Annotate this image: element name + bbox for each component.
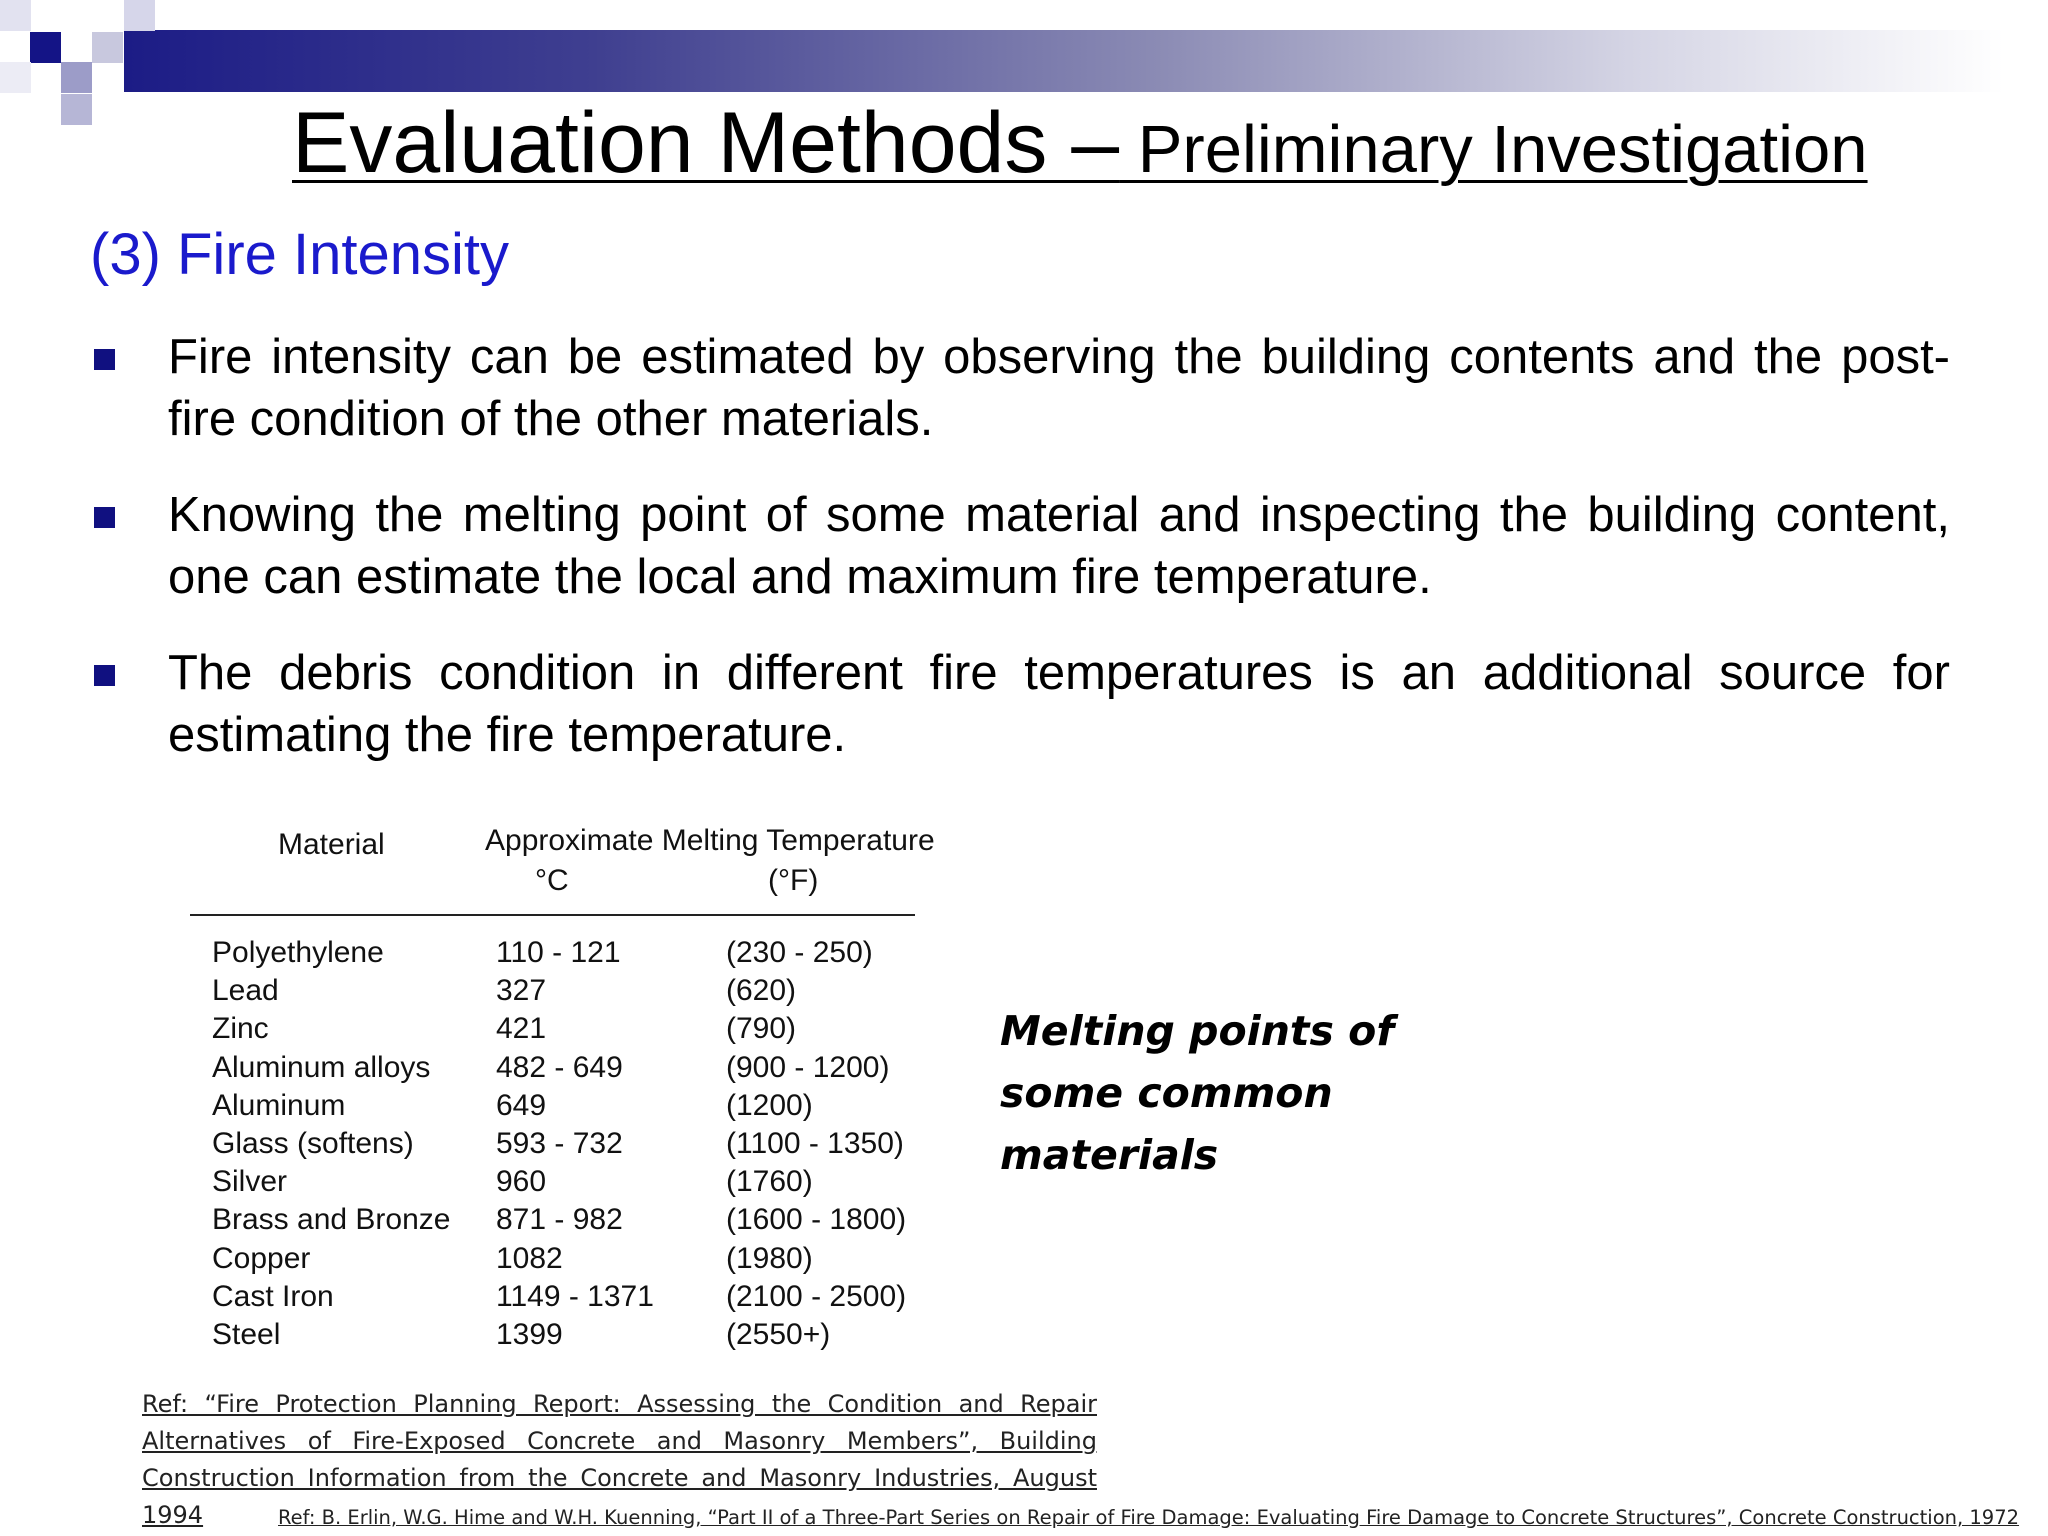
cell-celsius: 327 xyxy=(496,974,547,1008)
slide-title xyxy=(292,95,1868,191)
bullet-item xyxy=(90,326,1950,450)
bullet-list xyxy=(90,326,1950,800)
cell-celsius: 649 xyxy=(496,1088,547,1122)
cell-fahrenheit: (2550+) xyxy=(726,1317,831,1351)
bullet-text: Knowing the melting point of some material and inspecting the building content, one can estimate the local and maximum fire temperature. xyxy=(168,488,1950,604)
cell-material: Aluminum alloys xyxy=(212,1050,431,1084)
bullet-text: Fire intensity can be estimated by observing the building contents and the post-fire condition of the other materials. xyxy=(168,330,1950,446)
reference-note: Ref: B. Erlin, W.G. Hime and W.H. Kuenning, “Part II of a Three-Part Series on Repair of Fire Damage: Evaluating Fire Damage to Concrete Structures”, Concrete Construction, 1972 xyxy=(278,1506,2020,1529)
cell-celsius: 871 - 982 xyxy=(496,1203,623,1237)
cell-material: Zinc xyxy=(212,1012,269,1046)
cell-celsius: 1399 xyxy=(496,1317,563,1351)
cell-celsius: 960 xyxy=(496,1165,547,1199)
cell-fahrenheit: (1760) xyxy=(726,1165,813,1199)
decor-square xyxy=(0,0,31,31)
cell-fahrenheit: (230 - 250) xyxy=(726,936,873,969)
table-header-rule xyxy=(190,914,915,916)
reference-note: Ref: “Fire Protection Planning Report: Assessing the Condition and Repair Alternatives of Fire-Exposed Concrete and Masonry Members”, Building Construction Information from the Concrete and Masonry Industries, August 1994 xyxy=(142,1390,1097,1529)
cell-celsius: 1149 - 1371 xyxy=(496,1279,654,1313)
column-header-celsius: °C xyxy=(535,864,569,897)
cell-celsius: 1082 xyxy=(496,1241,563,1275)
cell-material: Copper xyxy=(212,1241,311,1275)
decor-square xyxy=(92,32,123,63)
cell-material: Silver xyxy=(212,1165,288,1199)
table-caption: Melting points of some common materials xyxy=(1000,1007,1395,1179)
square-bullet-icon xyxy=(94,665,115,686)
decor-square xyxy=(0,62,31,93)
cell-celsius: 482 - 649 xyxy=(496,1050,623,1084)
decor-square xyxy=(124,0,155,31)
cell-material: Steel xyxy=(212,1317,281,1351)
cell-material: Aluminum xyxy=(212,1088,346,1122)
cell-material: Glass (softens) xyxy=(212,1126,414,1160)
bullet-item xyxy=(90,484,1950,608)
cell-material: Cast Iron xyxy=(212,1279,334,1313)
cell-fahrenheit: (1980) xyxy=(726,1241,813,1275)
cell-fahrenheit: (790) xyxy=(726,1012,797,1046)
cell-fahrenheit: (2100 - 2500) xyxy=(726,1279,907,1313)
cell-fahrenheit: (1100 - 1350) xyxy=(726,1126,904,1160)
cell-material: Brass and Bronze xyxy=(212,1203,451,1237)
cell-material: Polyethylene xyxy=(212,936,384,969)
cell-fahrenheit: (620) xyxy=(726,974,797,1008)
section-subtitle: (3) Fire Intensity xyxy=(90,222,509,287)
cell-fahrenheit: (1200) xyxy=(726,1088,813,1122)
bullet-text: The debris condition in different fire temperatures is an additional source for estimating the fire temperature. xyxy=(168,646,1950,762)
cell-celsius: 421 xyxy=(496,1012,547,1046)
cell-celsius: 593 - 732 xyxy=(496,1126,623,1160)
column-header-material: Material xyxy=(278,828,385,861)
cell-celsius: 110 - 121 xyxy=(496,936,621,969)
cell-fahrenheit: (1600 - 1800) xyxy=(726,1203,907,1237)
bullet-item xyxy=(90,642,1950,766)
column-header-approx-temp: Approximate Melting Temperature xyxy=(485,824,935,857)
header-banner xyxy=(124,30,2004,92)
slide-title-main: Evaluation Methods – xyxy=(292,95,1120,191)
decor-square xyxy=(61,94,92,125)
decor-square xyxy=(30,32,61,63)
decor-square xyxy=(61,62,92,93)
square-bullet-icon xyxy=(94,507,115,528)
cell-fahrenheit: (900 - 1200) xyxy=(726,1050,890,1084)
column-header-fahrenheit: (°F) xyxy=(768,864,819,897)
cell-material: Lead xyxy=(212,974,279,1008)
slide-title-sub: Preliminary Investigation xyxy=(1119,112,1868,187)
square-bullet-icon xyxy=(94,349,115,370)
